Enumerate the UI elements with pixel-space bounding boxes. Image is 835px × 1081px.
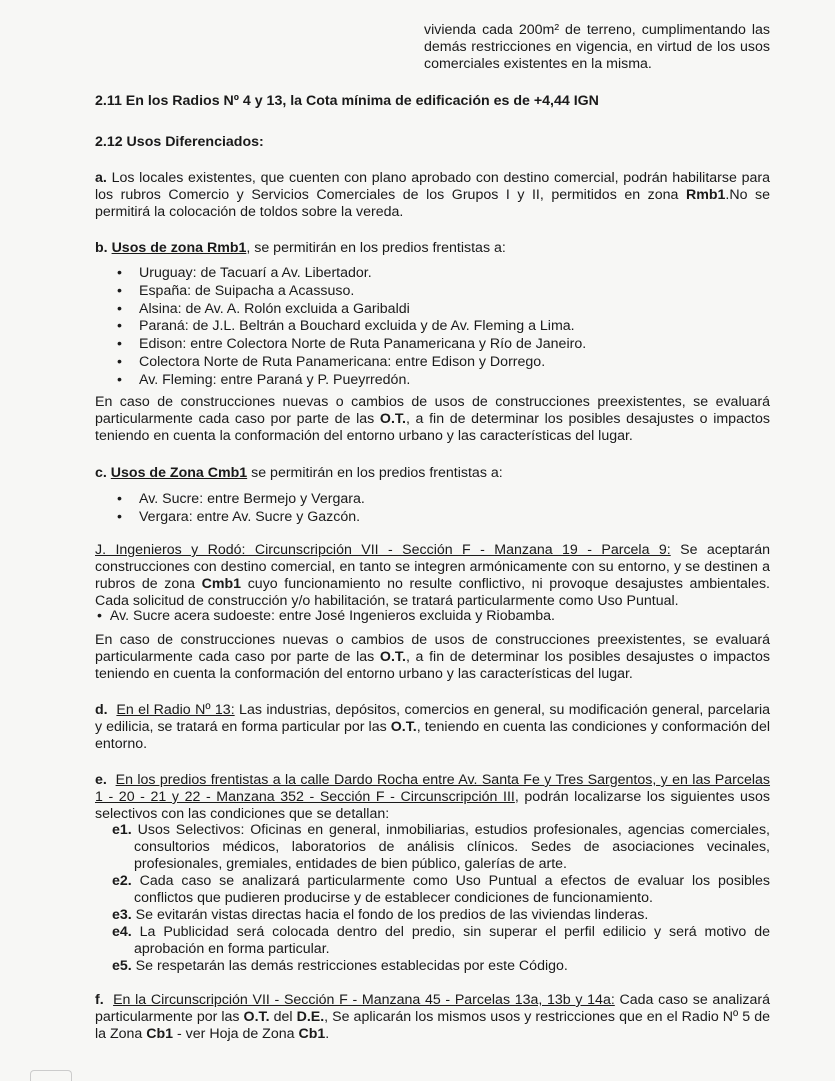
item-e4-text: La Publicidad será colocada dentro del predio, sin superar el perfil edilicio y será motivo de aprobación en forma particular.: [131, 924, 770, 957]
item-c-ot: O.T.: [379, 649, 406, 665]
item-a-text: Los locales existentes, que cuenten con plano aprobado con destino comercial, podrán habilitarse para los rubros Comercio y Servicios Comerciales de los Grupos I y II, permitidos en zona: [95, 170, 770, 203]
item-c-label: c.: [95, 465, 107, 481]
item-f-t4: - ver Hoja de Zona: [173, 1026, 299, 1042]
list-item: [112, 873, 770, 907]
item-e-label: e.: [95, 772, 107, 788]
item-c-ingenieros-title: J. Ingenieros y Rodó: Circunscripción VII - Sección F - Manzana 19 - Parcela 9:: [95, 542, 671, 558]
list-item: • España: de Suipacha a Acassuso.: [95, 283, 770, 301]
item-f-t5: .: [325, 1026, 330, 1042]
item-f-de: D.E.: [296, 1009, 325, 1025]
item-e2-key: e2.: [112, 873, 132, 889]
item-c-paragraph: [95, 632, 770, 683]
item-d-tail: , teniendo en cuenta las condiciones y conformación del entorno.: [95, 719, 770, 752]
item-b-list: [95, 265, 770, 390]
list-item: • Vergara: entre Av. Sucre y Gazcón.: [95, 509, 770, 527]
item-c-p2: , a fin de determinar los posibles desajustes o impactos teniendo en cuenta la conformación del entorno urbano y las características del lugar.: [95, 649, 770, 682]
list-item: • Edison: entre Colectora Norte de Ruta Panamericana y Río de Janeiro.: [95, 336, 770, 354]
list-item: • Alsina: de Av. A. Rolón excluida a Garibaldi: [95, 301, 770, 319]
item-f-zone2: Cb1: [298, 1026, 326, 1042]
item-e4-key: e4.: [112, 924, 132, 940]
section-2-11: 2.11 En los Radios Nº 4 y 13, la Cota mínima de edificación es de +4,44 IGN: [95, 93, 599, 109]
item-b-title: Usos de zona Rmb1: [111, 240, 247, 256]
item-c-intro: [95, 465, 770, 482]
item-d-title: En el Radio Nº 13:: [116, 702, 235, 718]
list-item: [112, 907, 770, 924]
item-b-ot: O.T.: [379, 411, 406, 427]
item-e5-text: Se respetarán las demás restricciones establecidas por este Código.: [131, 958, 568, 974]
item-e-intro-text: , podrán localizarse los siguientes usos selectivos con las condiciones que se detallan:: [95, 789, 770, 822]
item-a-zone: Rmb1: [685, 187, 726, 203]
list-item: [112, 924, 770, 958]
item-f-t1: Cada caso se analizará particularmente por las: [95, 992, 771, 1025]
item-e1-key: e1.: [112, 822, 132, 838]
page-corner-mark: [30, 1070, 72, 1081]
item-a-tail: .No se permitirá la colocación de toldos sobre la vereda.: [95, 187, 770, 220]
list-item: • Av. Fleming: entre Paraná y P. Pueyrredón.: [95, 372, 770, 390]
item-a: [95, 170, 770, 221]
item-f-ot: O.T.: [243, 1009, 270, 1025]
item-c-ingenieros-text2: cuyo funcionamiento no resulte conflictivo, ni provoque desajustes ambientales. Cada solicitud de construcción y/o habilitación, se tratará particularmente como Uso Puntual.: [95, 576, 770, 609]
item-f: [95, 992, 770, 1043]
item-f-zone: Cb1: [146, 1026, 174, 1042]
item-e2-text: Cada caso se analizará particularmente como Uso Puntual a efectos de evaluar los posibles conflictos que pudieren producirse y de establecer condiciones de funcionamiento.: [131, 873, 770, 906]
item-e3-key: e3.: [112, 907, 132, 923]
item-f-t2: del: [269, 1009, 297, 1025]
item-e5-key: e5.: [112, 958, 132, 974]
item-d: [95, 702, 770, 753]
item-e-title: En los predios frentistas a la calle Dardo Rocha entre Av. Santa Fe y Tres Sargentos, y en las Parcelas 1 - 20 - 21 y 22 - Manzana 352 - Sección F - Circunscripción III: [95, 772, 771, 805]
item-c-sucre: [95, 608, 772, 625]
list-item: • Av. Sucre: entre Bermejo y Vergara.: [95, 491, 770, 509]
bullet: •: [97, 608, 110, 624]
item-c-ingenieros: [95, 542, 770, 610]
item-c-p1: En caso de construcciones nuevas o cambios de usos de construcciones preexistentes, se evaluará particularmente cada caso por parte de las: [95, 632, 770, 665]
list-item: • Paraná: de J.L. Beltrán a Bouchard excluida y de Av. Fleming a Lima.: [95, 318, 770, 336]
item-d-text: Las industrias, depósitos, comercios en general, su modificación general, parcelaria y edilicia, se tratará en forma particular por las: [95, 702, 770, 735]
item-b-intro-text: , se permitirán en los predios frentistas a:: [246, 240, 506, 256]
item-b-p1: En caso de construcciones nuevas o cambios de usos de construcciones preexistentes, se evaluará particularmente cada caso por parte de las: [95, 394, 770, 427]
item-e1-text: Usos Selectivos: Oficinas en general, inmobiliarias, estudios profesionales, agencias comerciales, consultorios médicos, laboratorios de análisis clínicos. Sedes de asociaciones vecinales, profesionales, gremiales, entidades de bien público, galerías de arte.: [131, 822, 770, 872]
item-b-paragraph: [95, 394, 770, 445]
item-f-title: En la Circunscripción VII - Sección F - Manzana 45 - Parcelas 13a, 13b y 14a:: [113, 992, 615, 1008]
section-2-12-title: 2.12 Usos Diferenciados:: [95, 134, 264, 150]
item-e-list: [112, 822, 770, 975]
item-d-label: d.: [95, 702, 108, 718]
list-item: [112, 958, 770, 975]
item-c-ingenieros-text1: Se aceptarán construcciones con destino comercial, en tanto se integren armónicamente con su entorno, y se destinen a rubros de zona: [95, 542, 770, 592]
item-c-title: Usos de Zona Cmb1: [110, 465, 248, 481]
list-item: • Uruguay: de Tacuarí a Av. Libertador.: [95, 265, 770, 283]
item-b-intro: [95, 240, 770, 257]
item-c-sucre-text: Av. Sucre acera sudoeste: entre José Ingenieros excluida y Riobamba.: [109, 608, 555, 624]
item-e-intro: [95, 772, 770, 823]
item-b-p2: , a fin de determinar los posibles desajustes o impactos teniendo en cuenta la conformación del entorno urbano y las características del lugar.: [95, 411, 770, 444]
top-continuation: vivienda cada 200m² de terreno, cumplimentando las demás restricciones en vigencia, en virtud de los usos comerciales existentes en la misma.: [424, 22, 770, 72]
item-b-label: b.: [95, 240, 108, 256]
item-c-list: [95, 491, 770, 527]
item-c-intro-text: se permitirán en los predios frentistas a:: [247, 465, 503, 481]
item-c-ingenieros-zone: Cmb1: [201, 576, 242, 592]
item-a-label: a.: [95, 170, 107, 186]
item-e3-text: Se evitarán vistas directas hacia el fondo de los predios de las viviendas linderas.: [131, 907, 649, 923]
item-d-ot: O.T.: [390, 719, 417, 735]
list-item: [112, 822, 770, 873]
item-f-label: f.: [95, 992, 104, 1008]
list-item: • Colectora Norte de Ruta Panamericana: entre Edison y Dorrego.: [95, 354, 770, 372]
item-f-t3: , Se aplicarán los mismos usos y restricciones que en el Radio Nº 5 de la Zona: [95, 1009, 770, 1042]
